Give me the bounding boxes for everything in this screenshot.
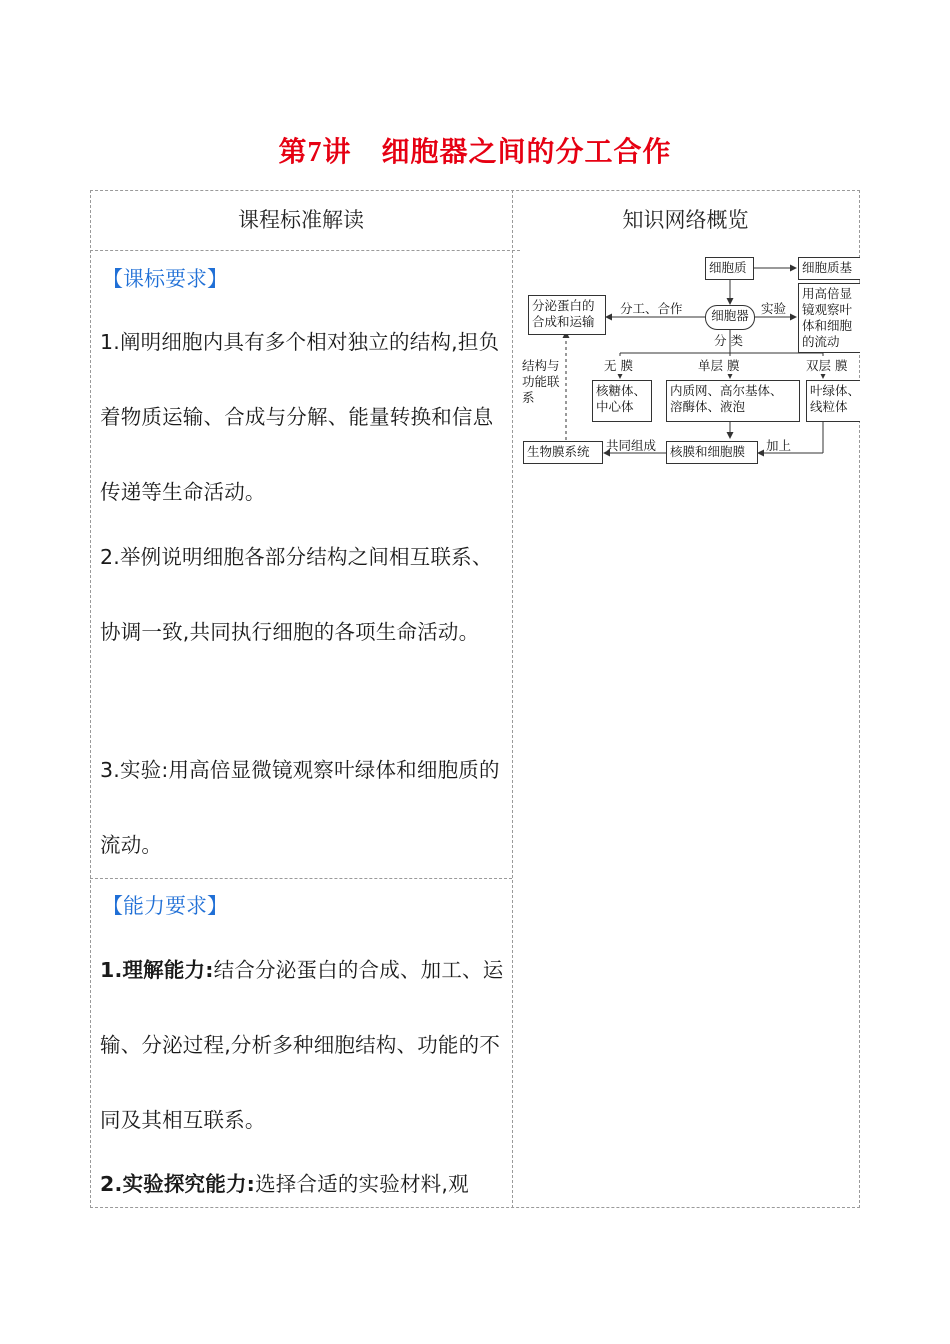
knowledge-diagram [518, 250, 860, 475]
node-biomembrane-system: 生物膜系统 [523, 441, 603, 464]
node-cytoplasm-matrix: 细胞质基 [798, 257, 860, 280]
ability-tag: 【能力要求】 [102, 894, 228, 918]
label-structure-function [522, 358, 560, 406]
ability-item-2-text: 选择合适的实验材料,观 [255, 1172, 469, 1196]
node-nuclear-cell-membrane: 核膜和细胞膜 [666, 441, 758, 464]
experiment-line-2: 镜观察叶 [802, 302, 853, 317]
structure-function-line-3: 系 [522, 390, 535, 405]
ability-item-2-label: 2.实验探究能力: [100, 1172, 256, 1196]
experiment-line-4: 的流动 [802, 334, 840, 349]
ability-item-1-label: 1.理解能力: [100, 958, 214, 982]
node-no-membrane [592, 380, 652, 422]
curriculum-item-2-text: 2.举例说明细胞各部分结构之间相互联系、协调一致,共同执行细胞的各项生命活动。 [100, 545, 493, 644]
label-plus: 加上 [766, 438, 792, 453]
curriculum-item-2 [100, 520, 510, 670]
label-double-membrane: 双层 膜 [806, 358, 848, 373]
ability-item-1-text: 结合分泌蛋白的合成、加工、运输、分泌过程,分析多种细胞结构、功能的不同及其相互联系。 [100, 958, 504, 1132]
title-suffix: 讲 [322, 135, 352, 168]
node-single-membrane [666, 380, 800, 422]
double-membrane-line-2: 线粒体 [810, 399, 848, 414]
double-membrane-line-1: 叶绿体、 [810, 383, 860, 398]
left-column-header: 课程标准解读 [238, 208, 364, 232]
curriculum-item-1 [100, 305, 510, 530]
curriculum-item-3 [100, 733, 510, 883]
node-double-membrane [806, 380, 860, 422]
title-prefix: 第 [278, 135, 308, 168]
single-membrane-line-1: 内质网、高尔基体、 [670, 383, 783, 398]
label-division: 分工、合作 [620, 301, 683, 316]
label-single-membrane: 单层 膜 [698, 358, 740, 373]
structure-function-line-2: 功能联 [522, 374, 560, 389]
label-together: 共同组成 [606, 438, 657, 453]
experiment-line-3: 体和细胞 [802, 318, 853, 333]
ability-item-2 [100, 1147, 510, 1222]
node-organelle: 细胞器 [705, 305, 755, 330]
structure-function-line-1: 结构与 [522, 358, 560, 373]
secretory-line-2: 合成和运输 [532, 314, 595, 329]
curriculum-item-3-text: 3.实验:用高倍显微镜观察叶绿体和细胞质的流动。 [100, 758, 500, 857]
curriculum-tag: 【课标要求】 [102, 267, 228, 291]
page-title [0, 130, 950, 170]
secretory-line-1: 分泌蛋白的 [532, 298, 595, 313]
ability-item-1 [100, 933, 510, 1158]
node-secretory-protein [528, 295, 606, 335]
curriculum-item-1-text: 1.阐明细胞内具有多个相对独立的结构,担负着物质运输、合成与分解、能量转换和信息传递等生命活动。 [100, 330, 500, 504]
experiment-line-1: 用高倍显 [802, 286, 853, 301]
single-membrane-line-2: 溶酶体、液泡 [670, 399, 746, 414]
no-membrane-line-2: 中心体 [596, 399, 634, 414]
label-experiment: 实验 [761, 301, 787, 316]
label-classify: 分 类 [714, 333, 743, 348]
no-membrane-line-1: 核糖体、 [596, 383, 647, 398]
title-number: 7 [307, 137, 323, 168]
label-no-membrane: 无 膜 [604, 358, 633, 373]
title-name: 细胞器之间的分工合作 [381, 135, 672, 168]
right-column-header: 知识网络概览 [622, 208, 749, 232]
node-cytoplasm: 细胞质 [705, 257, 754, 280]
node-experiment [798, 283, 860, 353]
